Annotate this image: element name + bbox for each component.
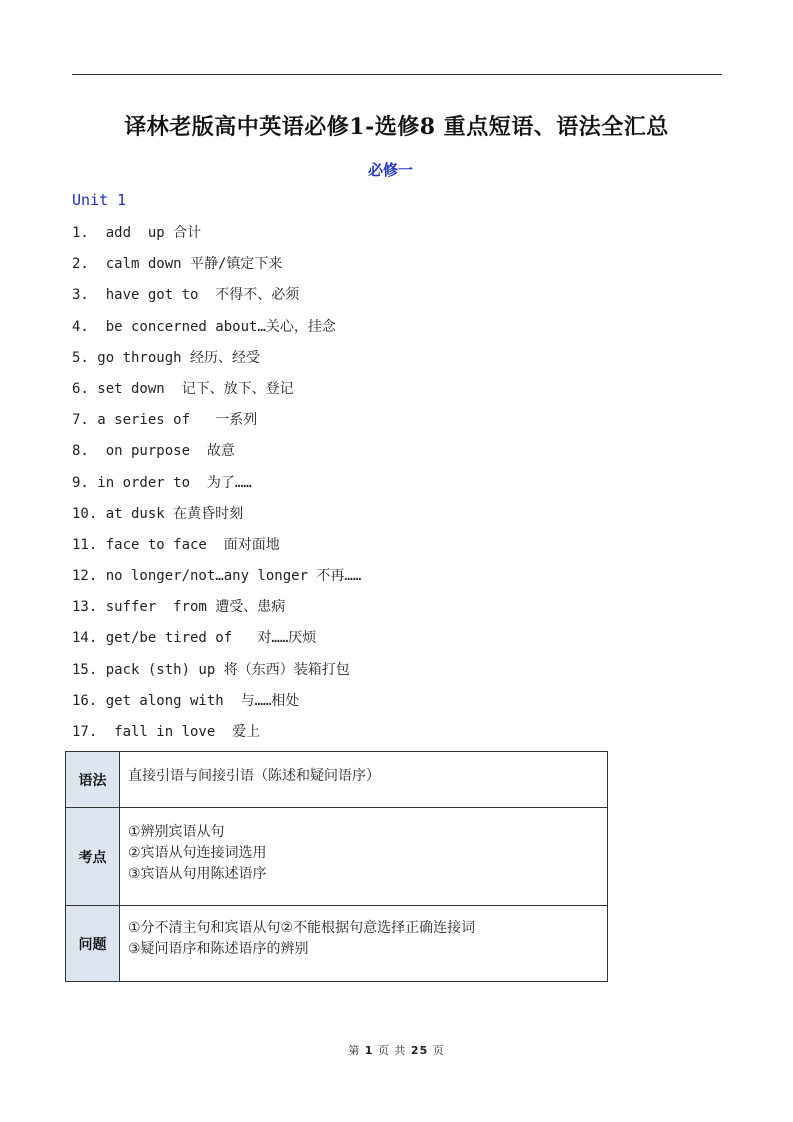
content-line: ①分不清主句和宾语从句②不能根据句意选择正确连接词 [128,920,476,936]
current-page-number: 1 [364,1044,374,1057]
content-line: ①辨别宾语从句 [128,824,225,840]
content-line: ③宾语从句用陈述语序 [128,866,267,882]
section-title: 必修一 [367,161,413,179]
header-rule [72,74,722,75]
document-title: 译林老版高中英语必修1-选修8 重点短语、语法全汇总 [124,114,669,140]
content-line: ②宾语从句连接词选用 [128,845,267,861]
phrase-item: 2. calm down 平静/镇定下来 [72,256,283,273]
phrase-item: 8. on purpose 故意 [72,443,235,460]
footer-middle: 页 共 [377,1044,407,1057]
row-label-problems: 问题 [66,906,120,982]
row-content-key-points [120,808,608,906]
phrase-item: 15. pack (sth) up 将（东西）装箱打包 [72,661,350,678]
page-footer [0,1042,793,1058]
row-content-problems [120,906,608,982]
table-row-grammar [66,752,608,808]
table-row-key-points [66,808,608,906]
phrase-item: 5. go through 经历、经受 [72,349,261,366]
phrase-item: 9. in order to 为了…… [72,474,252,491]
row-label-grammar: 语法 [66,752,120,808]
phrase-item: 14. get/be tired of 对……厌烦 [72,630,317,647]
phrase-item: 11. face to face 面对面地 [72,536,280,553]
content-line: ③疑问语序和陈述语序的辨别 [128,941,309,957]
phrase-item: 3. have got to 不得不、必须 [72,287,300,304]
grammar-table [65,751,608,982]
footer-prefix: 第 [348,1044,361,1057]
unit-title: Unit 1 [72,191,127,209]
phrase-item: 17. fall in love 爱上 [72,724,261,740]
phrase-item: 12. no longer/not…any longer 不再…… [72,568,362,585]
phrase-item: 1. add up 合计 [72,225,202,241]
phrase-list [72,218,361,748]
table-row-problems [66,906,608,982]
phrase-item: 4. be concerned about…关心，挂念 [72,318,336,335]
phrase-item: 6. set down 记下、放下、登记 [72,380,294,397]
row-label-key-points: 考点 [66,808,120,906]
footer-suffix: 页 [432,1044,445,1057]
phrase-item: 16. get along with 与……相处 [72,692,300,709]
row-content-grammar [120,752,608,808]
phrase-item: 13. suffer from 遭受、患病 [72,599,286,616]
phrase-item: 10. at dusk 在黄昏时刻 [72,505,244,522]
phrase-item: 7. a series of 一系列 [72,412,258,429]
total-pages-number: 25 [410,1044,429,1057]
content-line: 直接引语与间接引语（陈述和疑问语序） [128,768,380,784]
